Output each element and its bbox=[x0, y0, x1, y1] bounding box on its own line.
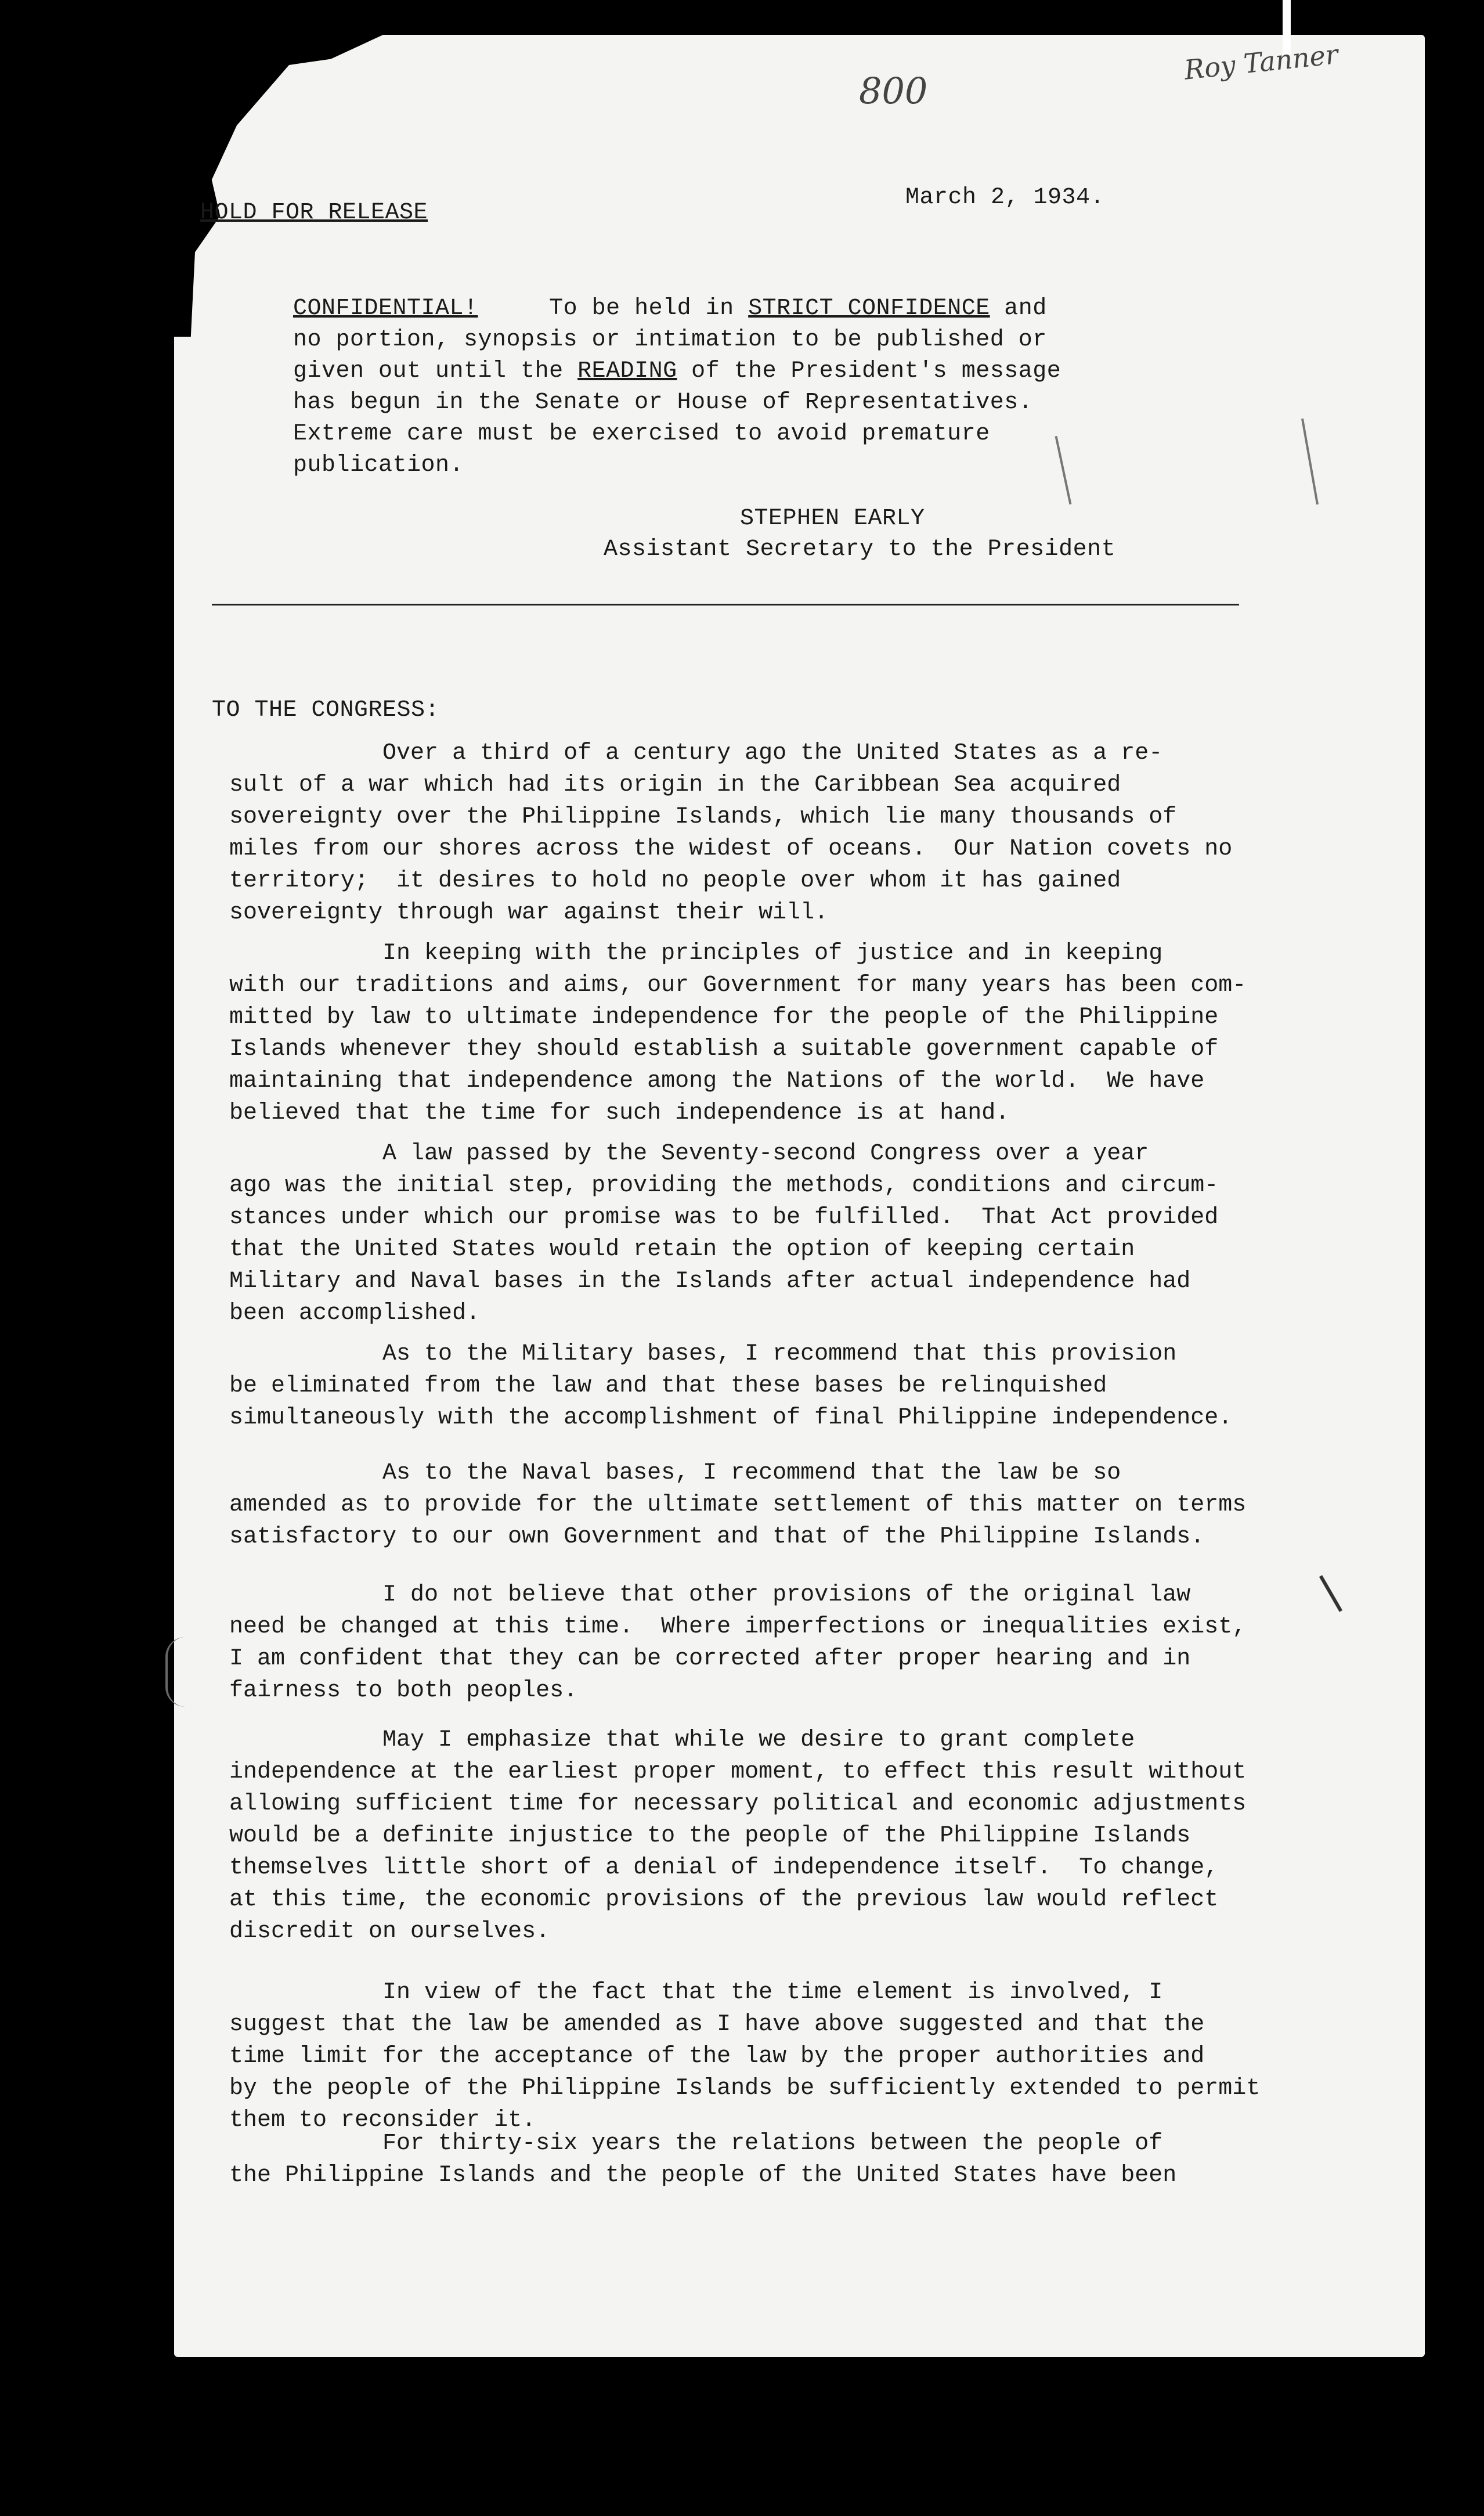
paragraph-6: I do not believe that other provisions of the original law need be changed at this time. Where imperfections or inequalities exist, I am confident that they can be corrected after proper hearing and in fairness to both peoples. bbox=[229, 1582, 1247, 1704]
punch-hole-top bbox=[103, 700, 154, 745]
paragraph-2: In keeping with the principles of justice and in keeping with our traditions and aims, our Government for many years has been com- mitted by law to ultimate independence for the people of the Philippine Islands whenever they should establish a suitable government capable of maintaining that independence among the Nations of the world. We have believed that the time for such independence is at hand. bbox=[229, 940, 1247, 1126]
paragraph-8: In view of the fact that the time element is involved, I suggest that the law be amended as I have above suggested and that the time limit for the acceptance of the law by the proper authorities and by the people of the Philippine Islands be sufficiently extended to permit them to reconsider it. bbox=[229, 1980, 1261, 2133]
confidential-text: no portion, synopsis or intimation to be published or bbox=[293, 327, 1047, 353]
paragraph-5: As to the Naval bases, I recommend that the law be so amended as to provide for the ultimate settlement of this matter on terms satisfactory to our own Government and that of the Philippine Islands. bbox=[229, 1460, 1247, 1550]
reading-text: READING bbox=[577, 358, 677, 384]
confidential-text: To be held in bbox=[478, 295, 749, 322]
paragraph-1: Over a third of a century ago the United States as a re- sult of a war which had its origin in the Caribbean Sea acquired sovereignty over the Philippine Islands, which lie many thousands of miles from our shores across the widest of oceans. Our Nation covets no territory; it desires to hold no people over whom it has gained sovereignty through war against their will. bbox=[229, 740, 1233, 926]
confidential-text: has begun in the Senate or House of Representatives. bbox=[293, 390, 1033, 416]
handwritten-note: Roy Tanner bbox=[1182, 38, 1340, 86]
margin-bracket bbox=[165, 1637, 185, 1707]
confidential-text: Extreme care must be exercised to avoid premature bbox=[293, 421, 990, 447]
paragraph-4: As to the Military bases, I recommend that this provision be eliminated from the law and that these bases be relinquished simultaneously with the accomplishment of final Philippine independence. bbox=[229, 1341, 1233, 1431]
confidential-lead: CONFIDENTIAL! bbox=[293, 295, 478, 322]
handwritten-number: 800 bbox=[859, 70, 928, 112]
hold-for-release-label: HOLD FOR RELEASE bbox=[200, 200, 428, 226]
salutation: TO THE CONGRESS: bbox=[212, 697, 440, 723]
document-date: March 2, 1934. bbox=[905, 185, 1105, 211]
confidential-text: and bbox=[990, 295, 1047, 322]
confidential-text: publication. bbox=[293, 452, 464, 478]
paragraph-7: May I emphasize that while we desire to grant complete independence at the earliest proper moment, to effect this result without allowing sufficient time for necessary political and economic adjustments would be a definite injustice to the people of the Philippine Islands themselves little short of a denial of independence itself. To change, at this time, the economic provisions of the previous law would reflect discredit on ourselves. bbox=[229, 1727, 1247, 1945]
confidential-notice bbox=[293, 293, 1061, 481]
paragraph-3: A law passed by the Seventy-second Congress over a year ago was the initial step, providing the methods, conditions and circum- stances under which our promise was to be fulfilled. That Act provided that the United States would retain the option of keeping certain Military and Naval bases in the Islands after actual independence had been accomplished. bbox=[229, 1141, 1219, 1327]
confidential-text: of the President's message bbox=[677, 358, 1061, 384]
signatory-name: STEPHEN EARLY bbox=[740, 506, 925, 532]
signatory-title: Assistant Secretary to the President bbox=[604, 536, 1116, 563]
strict-confidence-text: STRICT CONFIDENCE bbox=[748, 295, 990, 322]
separator-rule bbox=[212, 604, 1239, 605]
punch-hole-bottom bbox=[113, 1178, 161, 1224]
confidential-text: given out until the bbox=[293, 358, 578, 384]
paragraph-9: For thirty-six years the relations between the people of the Philippine Islands and the people of the United States have been bbox=[229, 2131, 1177, 2189]
